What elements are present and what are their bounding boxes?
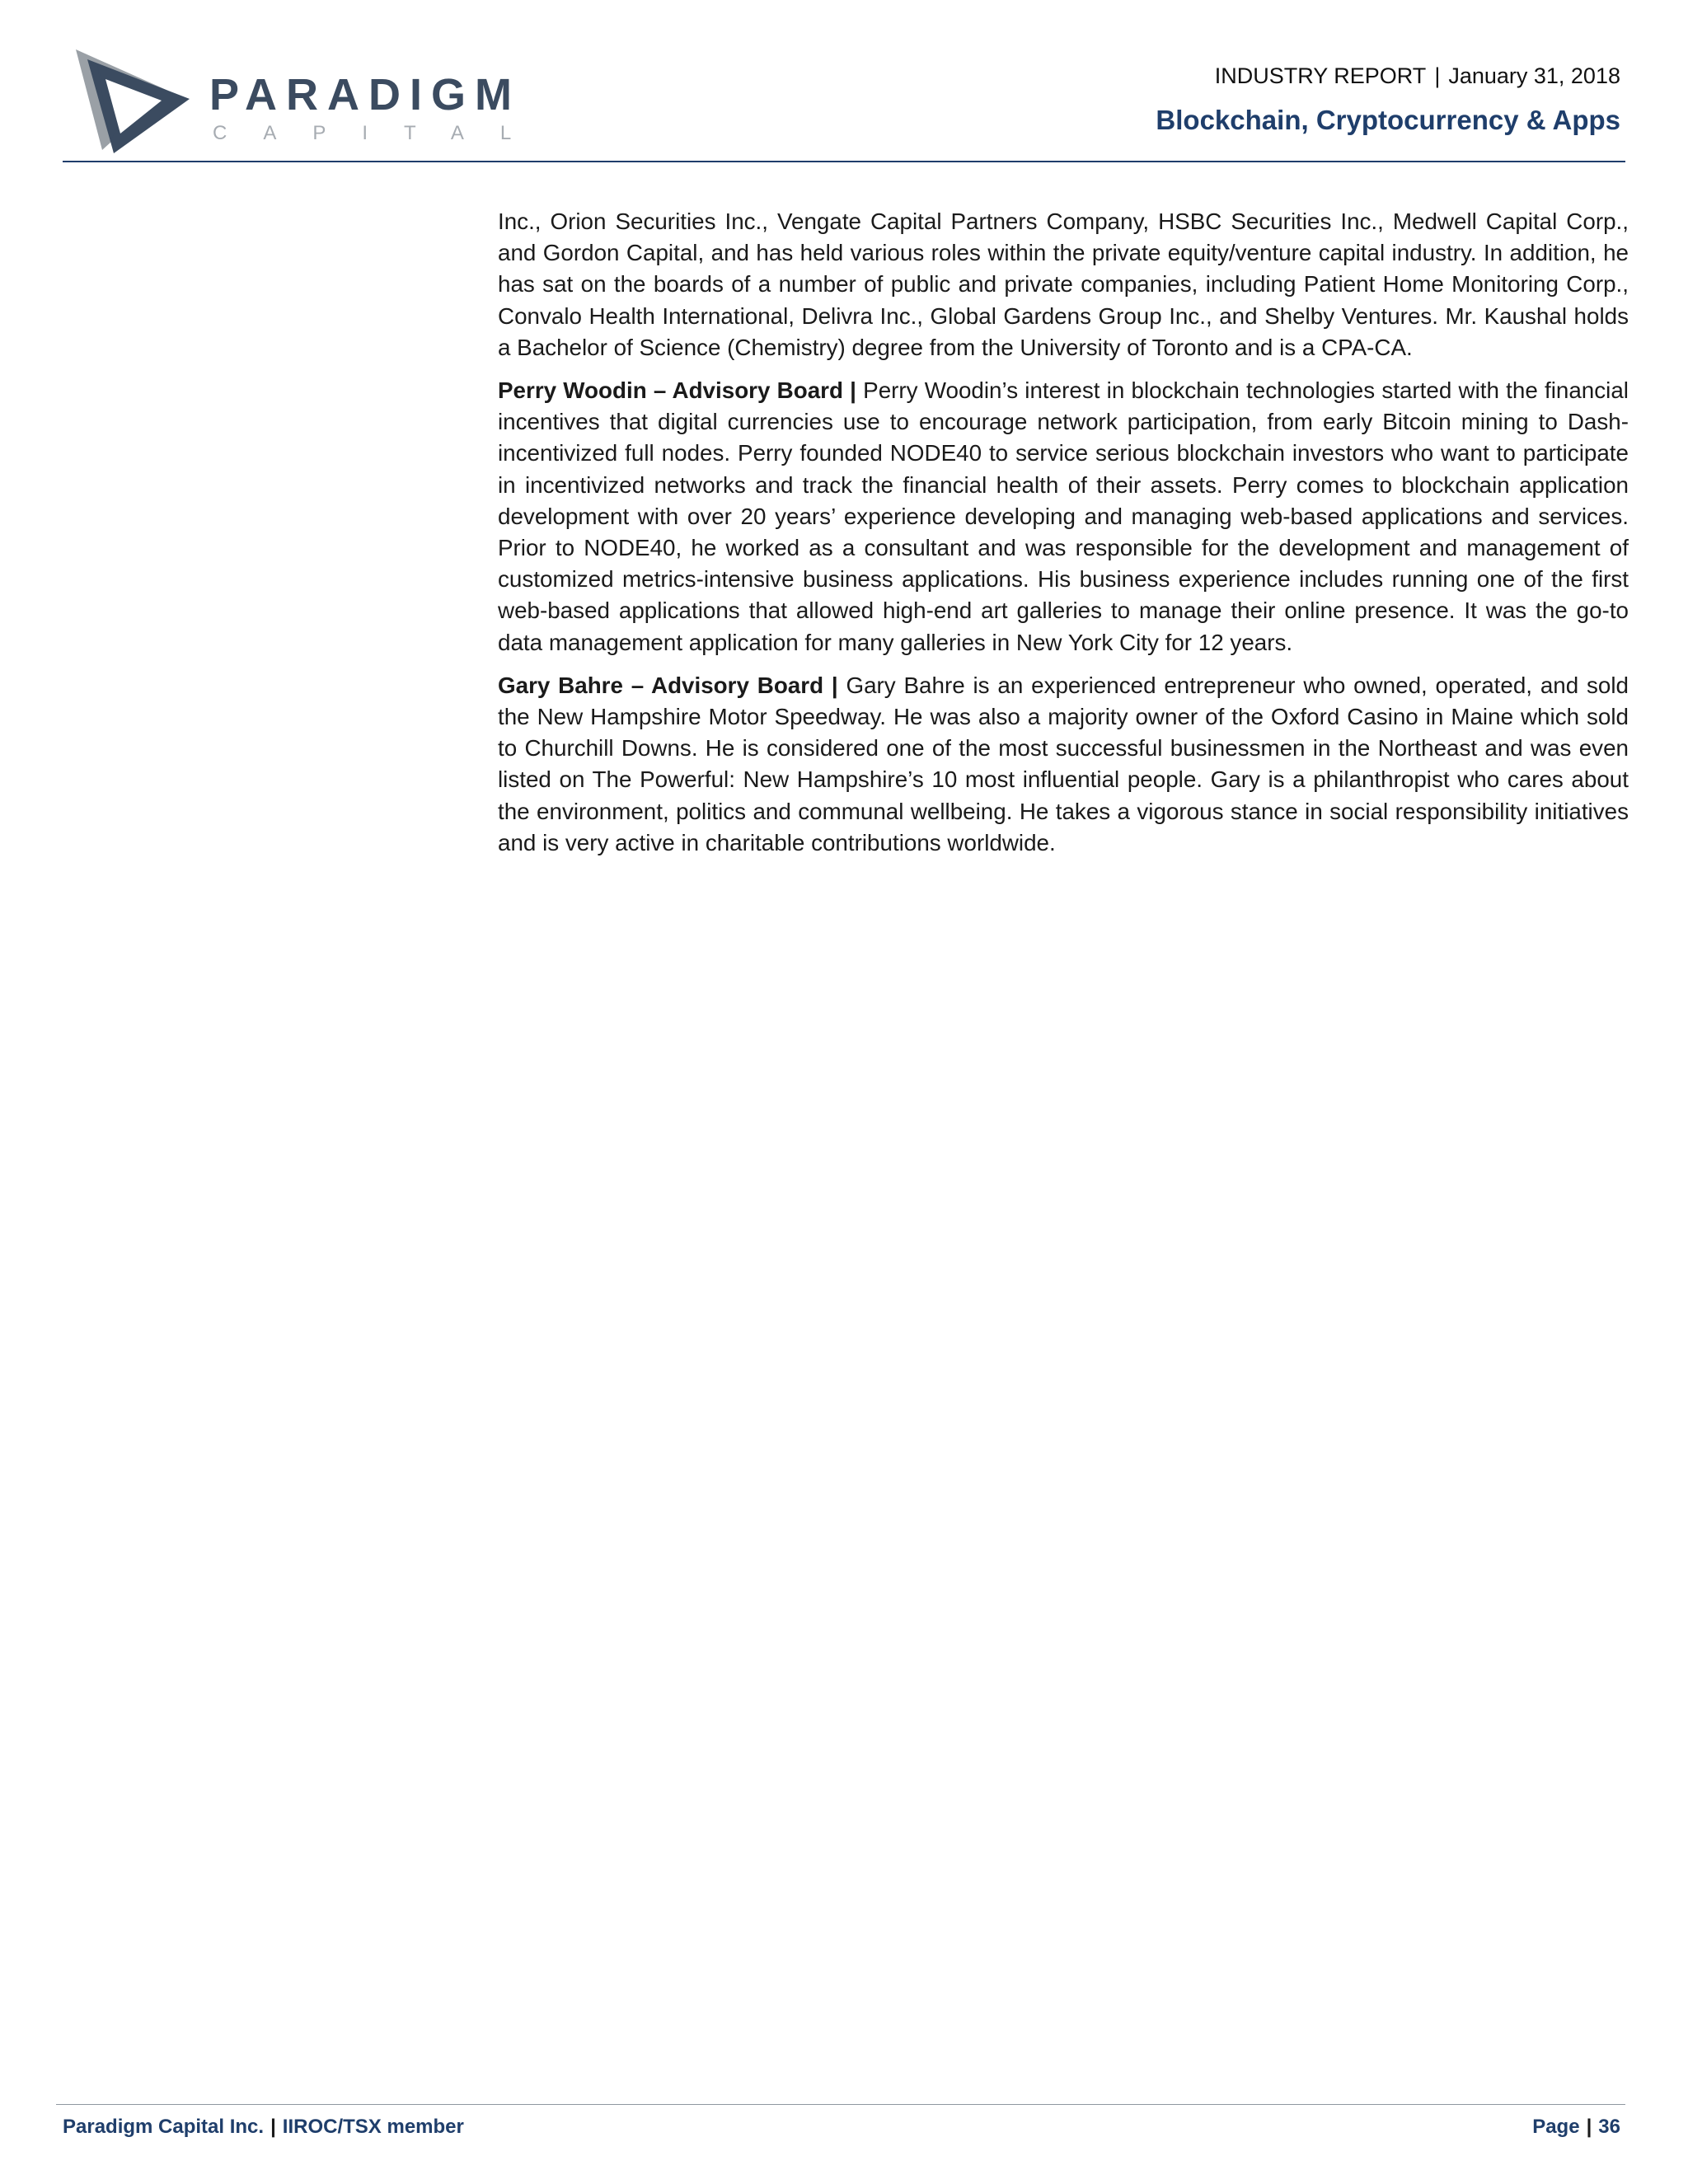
paradigm-triangle-logo-icon bbox=[69, 41, 193, 157]
report-subtitle: Blockchain, Cryptocurrency & Apps bbox=[1156, 105, 1620, 135]
footer-company bbox=[63, 2116, 464, 2139]
report-date: January 31, 2018 bbox=[1448, 63, 1620, 88]
header-rule bbox=[63, 161, 1625, 162]
bio-text: Perry Woodin’s interest in blockchain technologies started with the financial incentives that digital currencies use to encourage network participation, from early Bitcoin mining to Dash-incentivized full nodes. Perry founded NODE40 to service serious blockchain investors who want to participate in incentivized networks and track the financial health of their assets. Perry comes to blockchain application development with over 20 years’ experience developing and managing web-based applications and services. Prior to NODE40, he worked as a consultant and was responsible for the development and management of customized metrics-intensive business applications. His business experience includes running one of the first web-based applications that allowed high-end art galleries to manage their online presence. It was the go-to data management application for many galleries in New York City for 12 years. bbox=[498, 377, 1629, 655]
page-separator: | bbox=[1586, 2116, 1592, 2138]
header-separator: | bbox=[1434, 63, 1441, 88]
bio-text: Inc., Orion Securities Inc., Vengate Capital Partners Company, HSBC Securities Inc., Medwell Capital Corp., and Gordon Capital, and has held various roles within the private equity/venture capital industry. In addition, he has sat on the boards of a number of public and private companies, including Patient Home Monitoring Corp., Convalo Health International, Delivra Inc., Global Gardens Group Inc., and Shelby Ventures. Mr. Kaushal holds a Bachelor of Science (Chemistry) degree from the University of Toronto and is a CPA-CA. bbox=[498, 209, 1629, 360]
report-body bbox=[498, 206, 1629, 870]
page-label: Page bbox=[1532, 2116, 1580, 2138]
bio-lead: Gary Bahre – Advisory Board | bbox=[498, 672, 838, 698]
bio-paragraph bbox=[498, 670, 1629, 859]
report-header bbox=[1156, 59, 1620, 142]
report-meta bbox=[1156, 59, 1620, 92]
page-number bbox=[1532, 2116, 1620, 2139]
bio-paragraph bbox=[498, 375, 1629, 658]
page-number-value: 36 bbox=[1598, 2116, 1620, 2138]
report-type: INDUSTRY REPORT bbox=[1214, 63, 1427, 88]
bio-lead: Perry Woodin – Advisory Board | bbox=[498, 377, 856, 404]
footer-company-name: Paradigm Capital Inc. bbox=[63, 2116, 265, 2138]
footer-rule bbox=[56, 2104, 1625, 2105]
paradigm-capital-logo bbox=[69, 41, 548, 157]
bio-paragraph bbox=[498, 206, 1629, 363]
footer-separator: | bbox=[270, 2116, 276, 2138]
footer-membership: IIROC/TSX member bbox=[282, 2116, 464, 2138]
bio-text: Gary Bahre is an experienced entrepreneur who owned, operated, and sold the New Hampshire Motor Speedway. He was also a majority owner of the Oxford Casino in Maine which sold to Churchill Downs. He is considered one of the most successful businessmen in the Northeast and was even listed on The Powerful: New Hampshire’s 10 most influential people. Gary is a philanthropist who cares about the environment, politics and communal wellbeing. He takes a vigorous stance in social responsibility initiatives and is very active in charitable contributions worldwide. bbox=[498, 672, 1629, 855]
brand-name: PARADIGM bbox=[209, 70, 521, 120]
brand-sub: CAPITAL bbox=[213, 122, 548, 144]
